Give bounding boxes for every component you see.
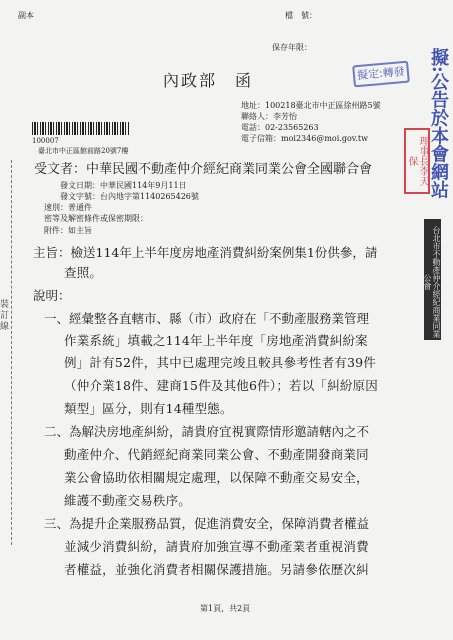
handwritten-note: 擬:公告於本會網站 <box>428 48 449 199</box>
contact-person: 聯絡人：李芳怡 <box>241 112 297 121</box>
file-number-label: 檔 號： <box>285 11 317 20</box>
approval-stamp: 擬定:轉發 <box>352 61 410 88</box>
item-3-line-1: 三、為提升企業服務品質，促進消費安全，保障消費者權益 <box>44 516 370 531</box>
retention-label: 保存年限： <box>272 43 312 52</box>
document-number: 發文字號：台內地字第1140265426號 <box>60 192 199 201</box>
binding-label: 裝訂線 <box>0 300 10 332</box>
address: 地址：100218臺北市中正區徐州路5號 <box>241 101 381 110</box>
barcode <box>32 122 130 135</box>
item-3-line-3: 者權益，並強化消費者相關保護措施。另請參依歷次糾 <box>64 562 369 577</box>
item-3-line-2: 並減少消費糾紛，請貴府加強宣導不動產業者重視消費 <box>64 539 369 554</box>
zip-code: 100007 <box>32 137 59 145</box>
email: 電子信箱：moi2346@moi.gov.tw <box>241 134 368 143</box>
item-2-line-1: 二、為解決房地產糾紛，請貴府宜視實際情形邀請轄內之不 <box>44 424 370 439</box>
document-title: 內政部 函 <box>163 71 254 90</box>
attachment: 附件：如主旨 <box>44 226 92 235</box>
item-1-line-2: 作業系統」填載之114年上半年度「房地產消費糾紛案 <box>64 333 368 348</box>
item-1-line-5: 類型」區分，則有14種型態。 <box>64 401 233 416</box>
item-1-line-4: （仲介業18件、建商15件及其他6件）；若以「糾紛原因 <box>64 378 378 393</box>
receipt-stamp: 台北市不動產仲介經紀商業同業公會 <box>424 219 441 340</box>
item-2-line-4: 維護不動產交易秩序。 <box>64 493 192 508</box>
item-2-line-3: 業公會協助依相關規定處理，以保障不動產交易安全， <box>64 470 369 485</box>
subject-line-1: 主旨：檢送114年上半年度房地產消費糾紛案例集1份供參，請 <box>33 245 378 260</box>
item-2-line-2: 動產仲介、代銷經紀商業同業公會、不動產開發商業同 <box>64 447 369 462</box>
item-1-line-1: 一、經彙整各直轄市、縣（市）政府在「不動產服務業管理 <box>44 311 370 326</box>
recipient-address: 臺北市中正區館前路20號7樓 <box>38 147 129 155</box>
item-1-line-3: 例」計有52件，其中已處理完竣且較具參考性者有39件 <box>64 355 377 370</box>
speed: 速別：普通件 <box>44 203 92 212</box>
secrecy: 密等及解密條件或保密期限： <box>44 214 148 223</box>
subject-line-2: 查照。 <box>64 265 103 280</box>
copy-label: 副本 <box>18 11 34 20</box>
page-number: 第1頁，共2頁 <box>200 604 251 613</box>
binding-line <box>11 160 12 545</box>
recipient: 受文者：中華民國不動產仲介經紀商業同業公會全國聯合會 <box>34 162 373 177</box>
description-label: 說明： <box>33 288 71 303</box>
phone: 電話：02-23565263 <box>241 123 319 132</box>
chairman-seal: 理事長李天保 <box>404 128 430 194</box>
issue-date: 發文日期：中華民國114年9月11日 <box>60 181 187 190</box>
